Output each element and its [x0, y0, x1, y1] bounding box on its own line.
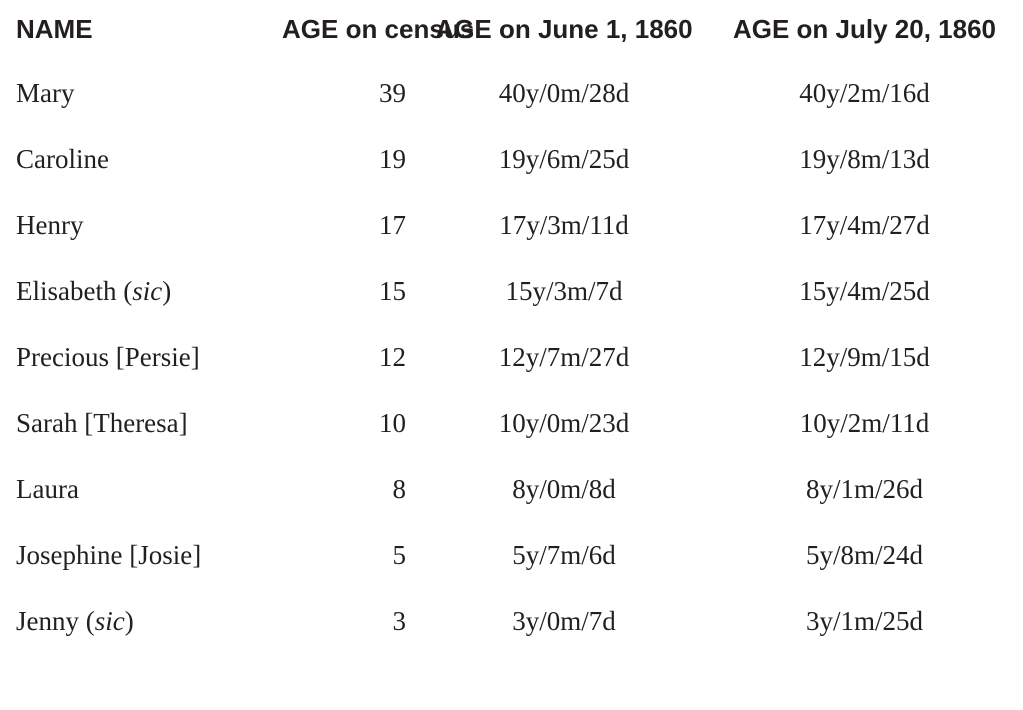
cell-age-june: 8y/0m/8d [512, 474, 616, 504]
table-row [14, 193, 1015, 259]
cell-age-census: 39 [379, 78, 406, 108]
column-header-age-census: AGE on census [282, 14, 475, 44]
column-header-age-july: AGE on July 20, 1860 [732, 14, 996, 44]
sic-annotation: sic [132, 276, 163, 306]
cell-age-june: 5y/7m/6d [512, 540, 616, 570]
cell-age-census: 12 [379, 342, 406, 372]
cell-age-june: 3y/0m/7d [512, 606, 616, 636]
cell-age-census: 19 [379, 144, 406, 174]
cell-age-june: 19y/6m/25d [498, 144, 630, 174]
cell-age-census: 10 [379, 408, 406, 438]
table-row [14, 259, 1015, 325]
cell-name: Caroline [16, 144, 109, 174]
table-header-row [14, 6, 1015, 61]
cell-age-july: 5y/8m/24d [805, 540, 923, 570]
column-header-age-june: AGE on June 1, 1860 [435, 14, 693, 44]
cell-name: Sarah [Theresa] [16, 408, 188, 438]
cell-name: Laura [16, 474, 79, 504]
cell-age-july: 40y/2m/16d [799, 78, 930, 108]
cell-age-july: 12y/9m/15d [799, 342, 930, 372]
cell-age-june: 15y/3m/7d [505, 276, 623, 306]
table-row [14, 523, 1015, 589]
cell-age-census: 17 [379, 210, 406, 240]
sic-annotation: sic [94, 606, 125, 636]
cell-age-june: 40y/0m/28d [498, 78, 630, 108]
cell-age-july: 19y/8m/13d [799, 144, 930, 174]
cell-age-july: 10y/2m/11d [799, 408, 930, 438]
table-row [14, 127, 1015, 193]
cell-name: Henry [16, 210, 84, 240]
table-body [14, 61, 1015, 655]
cell-age-july: 3y/1m/25d [805, 606, 923, 636]
table-header [14, 6, 1015, 61]
cell-age-census: 3 [392, 606, 406, 636]
cell-name: Precious [Persie] [16, 342, 200, 372]
cell-name: Elisabeth (sic) [16, 276, 172, 306]
cell-age-june: 12y/7m/27d [498, 342, 630, 372]
cell-age-census: 5 [392, 540, 406, 570]
cell-name: Josephine [Josie] [16, 540, 202, 570]
table-row [14, 391, 1015, 457]
table-row [14, 589, 1015, 655]
cell-age-june: 17y/3m/11d [499, 210, 629, 240]
cell-age-july: 15y/4m/25d [799, 276, 930, 306]
column-header-name: NAME [16, 14, 93, 44]
cell-age-june: 10y/0m/23d [498, 408, 630, 438]
table-row [14, 61, 1015, 127]
cell-name: Jenny (sic) [16, 606, 134, 636]
census-age-table [14, 6, 1015, 655]
cell-name: Mary [16, 78, 75, 108]
table-row [14, 325, 1015, 391]
table-row [14, 457, 1015, 523]
cell-age-census: 8 [392, 474, 406, 504]
cell-age-july: 17y/4m/27d [799, 210, 930, 240]
cell-age-july: 8y/1m/26d [805, 474, 923, 504]
cell-age-census: 15 [379, 276, 406, 306]
